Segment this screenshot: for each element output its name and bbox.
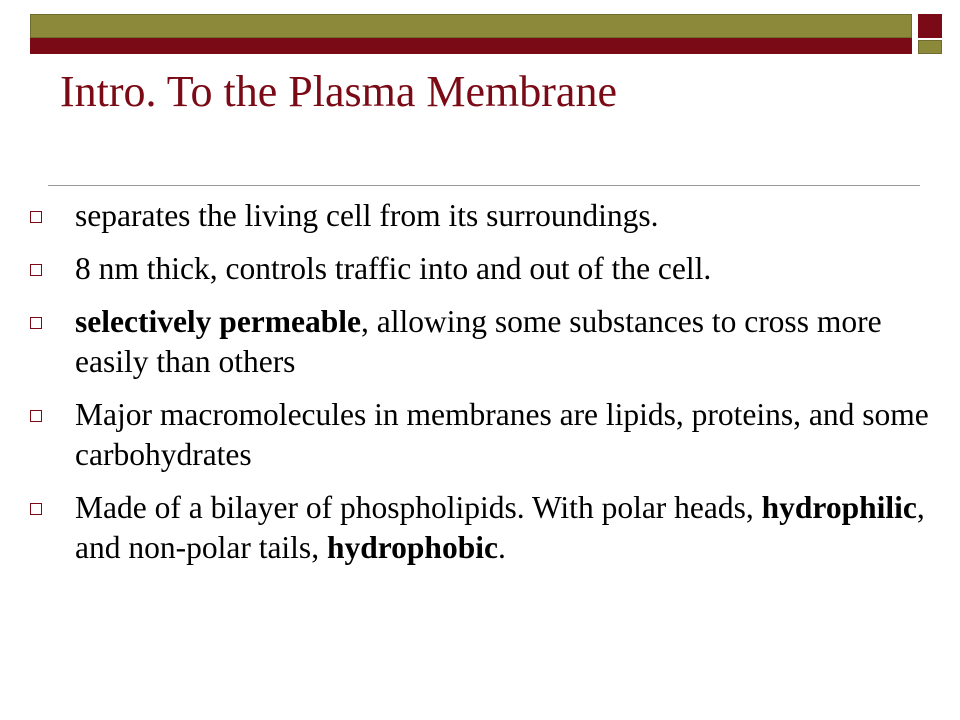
bullet-segment: Made of a bilayer of phospholipids. With polar heads, [75,490,762,525]
bullet-bold-term: hydrophobic [326,530,498,565]
corner-olive-square [918,40,942,54]
bullet-text [75,251,711,286]
bullet-segment: 8 nm thick, controls traffic into and out of the cell. [75,251,712,286]
bullet-item [30,488,950,568]
hollow-square-icon [30,317,42,329]
bullet-segment: , allowing some substances to cross more easily than others [75,304,882,379]
bullet-bold-term: hydrophilic [761,490,917,525]
bullet-text [75,198,659,233]
bullet-bold-term: selectively permeable [75,304,362,339]
hollow-square-icon [30,503,42,515]
bullet-segment: Major macromolecules in membranes are lipids, proteins, and some carbohydrates [75,397,929,472]
hollow-square-icon [30,211,42,223]
bullet-item [30,395,950,475]
corner-maroon-square [918,14,942,38]
slide-title: Intro. To the Plasma Membrane [60,67,617,116]
bullet-segment: . [497,530,506,565]
bullet-item [30,196,950,236]
bullet-text [75,490,925,565]
bullet-item [30,302,950,382]
olive-stripe [30,14,912,38]
title-divider [48,185,920,186]
bullet-segment: separates the living cell from its surroundings. [75,198,659,233]
bullet-text [75,397,929,472]
hollow-square-icon [30,264,42,276]
top-decorative-band [30,14,912,54]
bullet-text [75,304,882,379]
bullet-item [30,249,950,289]
bullet-list [30,196,950,581]
hollow-square-icon [30,410,42,422]
bullet-segment: , and non-polar tails, [75,490,925,565]
maroon-stripe [30,38,912,54]
